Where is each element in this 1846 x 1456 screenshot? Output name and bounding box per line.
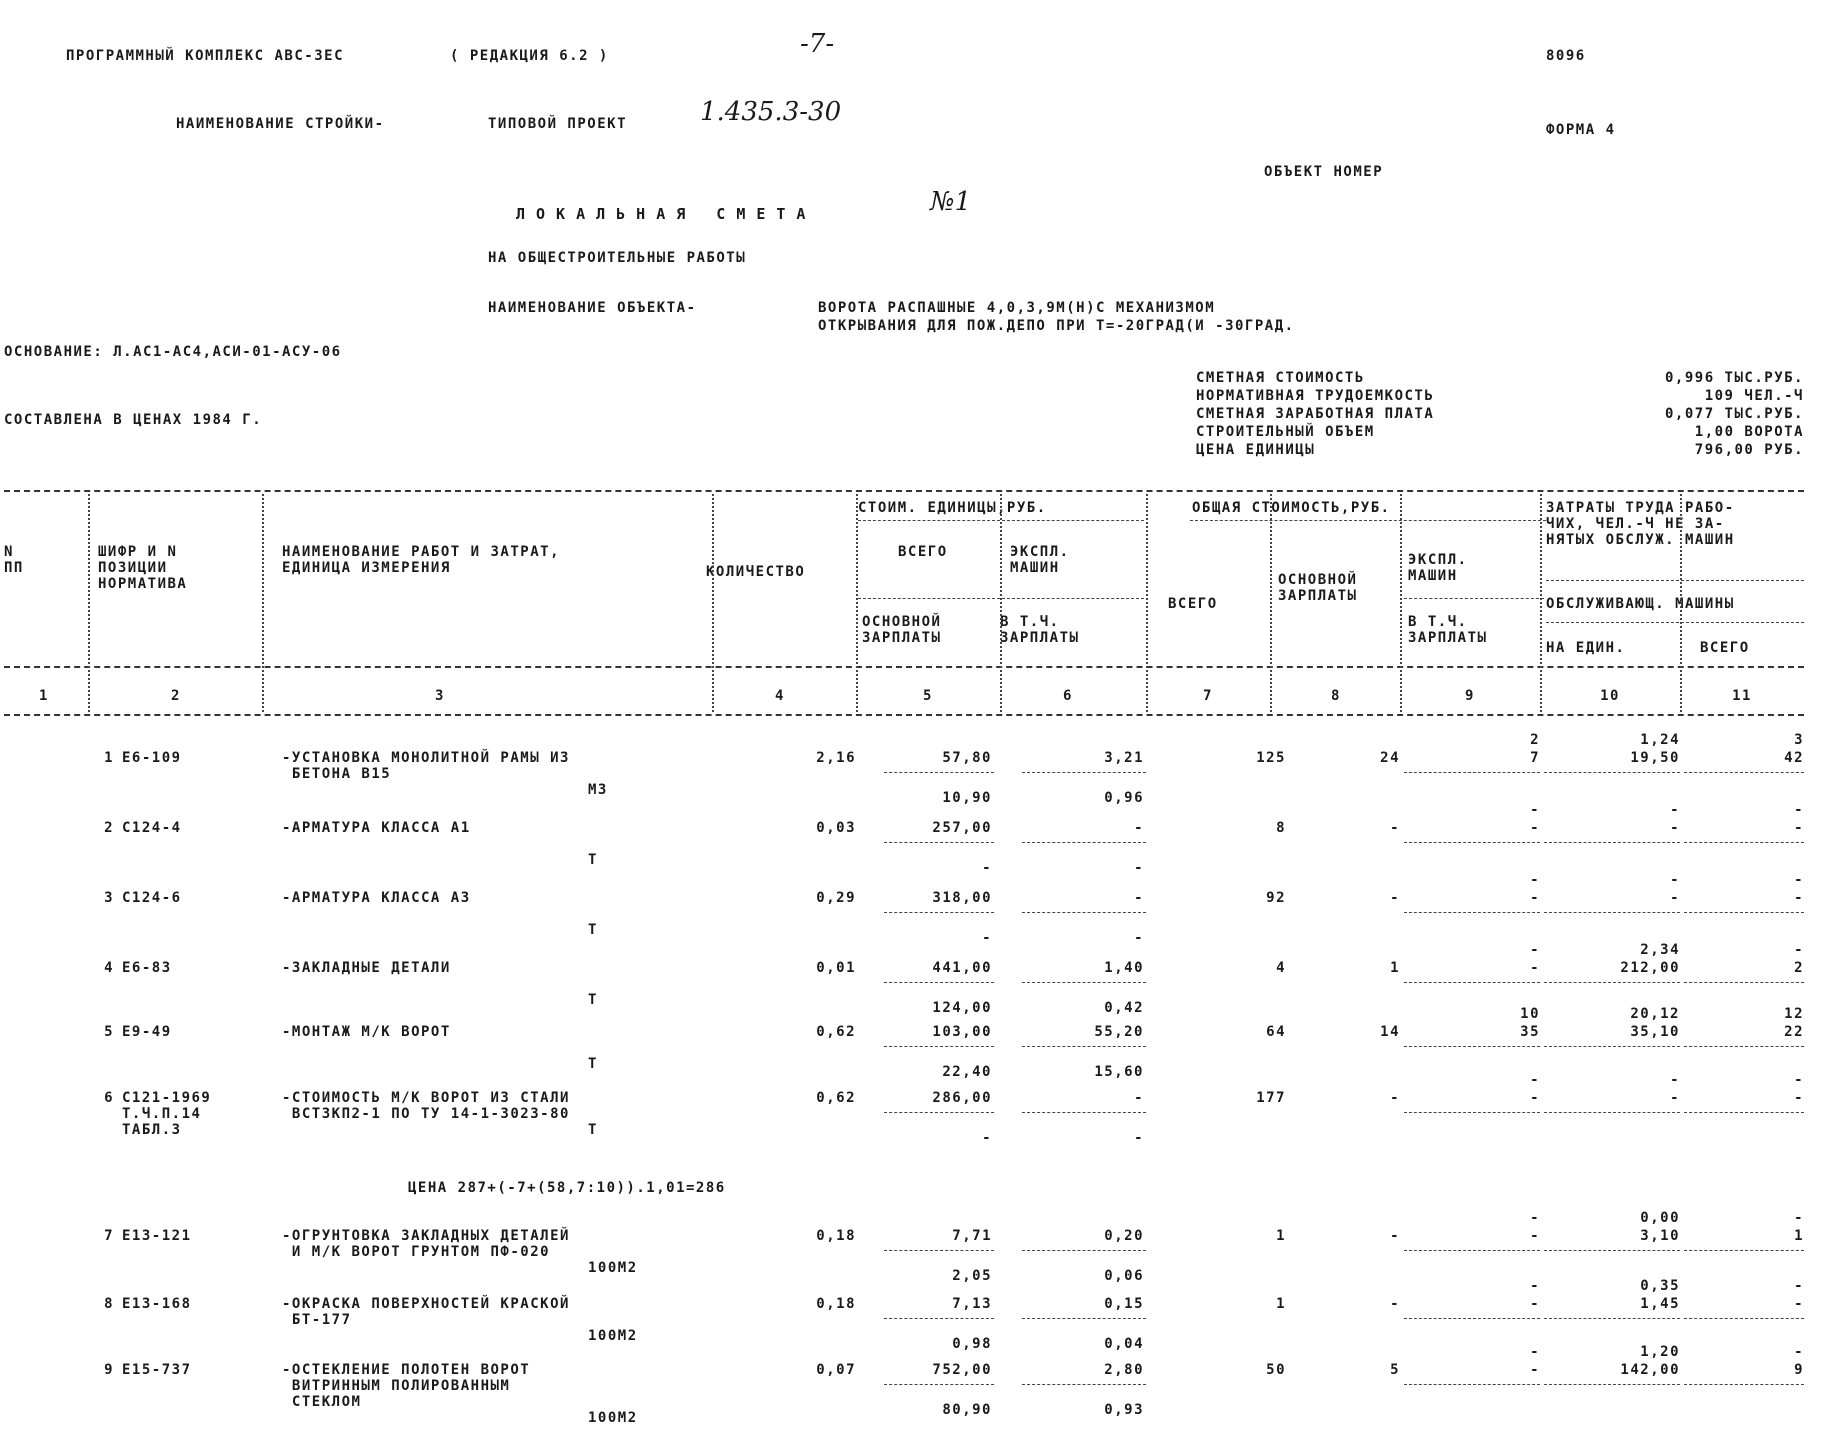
column-separator bbox=[1146, 494, 1148, 712]
col-8: ОСНОВНОЙ ЗАРПЛАТЫ bbox=[1278, 572, 1358, 604]
col-9b: В Т.Ч. ЗАРПЛАТЫ bbox=[1408, 614, 1488, 646]
row-labor-machine-unit: 2,34 bbox=[1640, 942, 1680, 958]
row-total-machine: - bbox=[1530, 1296, 1540, 1312]
cell-rule bbox=[1684, 772, 1804, 773]
doc-title-hand: №1 bbox=[930, 187, 972, 217]
column-number: 9 bbox=[1465, 688, 1475, 704]
column-number: 11 bbox=[1732, 688, 1752, 704]
cell-rule bbox=[1684, 842, 1804, 843]
col-6b: В Т.Ч. ЗАРПЛАТЫ bbox=[1000, 614, 1080, 646]
row-unit-machine-wage: 0,04 bbox=[1104, 1336, 1144, 1352]
column-separator bbox=[1000, 494, 1002, 712]
row-total-wage: 24 bbox=[1380, 750, 1400, 766]
cell-rule bbox=[1684, 1112, 1804, 1113]
row-unit-machine-wage: 0,93 bbox=[1104, 1402, 1144, 1418]
row-qty: 0,18 bbox=[816, 1228, 856, 1244]
row-labor-total: 42 bbox=[1784, 750, 1804, 766]
col-unit-cost: СТОИМ. ЕДИНИЦЫ,РУБ. bbox=[858, 500, 1047, 516]
object-label: НАИМЕНОВАНИЕ ОБЪЕКТА- bbox=[488, 300, 697, 316]
cell-rule bbox=[1022, 1318, 1146, 1319]
row-total: 64 bbox=[1266, 1024, 1286, 1040]
row-number: 6 bbox=[104, 1090, 114, 1106]
column-separator bbox=[1680, 494, 1682, 712]
row-unit-machine-wage: 0,42 bbox=[1104, 1000, 1144, 1016]
row-labor-unit: 19,50 bbox=[1630, 750, 1680, 766]
cell-rule bbox=[884, 1112, 994, 1113]
object-number: ОБЪЕКТ НОМЕР bbox=[1264, 164, 1384, 180]
row-name: -МОНТАЖ М/К ВОРОТ bbox=[282, 1024, 451, 1040]
rule-9-mid bbox=[1404, 598, 1544, 599]
row-code: Е13-121 bbox=[122, 1228, 192, 1244]
column-separator bbox=[262, 494, 264, 712]
row-unit-machine-wage: - bbox=[1134, 930, 1144, 946]
row-total-wage: - bbox=[1390, 1090, 1400, 1106]
row-unit-total: 257,00 bbox=[932, 820, 992, 836]
row-unit-machine-wage: 15,60 bbox=[1094, 1064, 1144, 1080]
row-labor-machine-total: - bbox=[1794, 942, 1804, 958]
row-code: С124-4 bbox=[122, 820, 182, 836]
summary-value: 0,077 ТЫС.РУБ. bbox=[1664, 406, 1804, 422]
row-unit-machine: - bbox=[1134, 890, 1144, 906]
row-total-wage: - bbox=[1390, 1296, 1400, 1312]
cell-rule bbox=[884, 1250, 994, 1251]
cell-rule bbox=[1022, 912, 1146, 913]
column-number: 2 bbox=[171, 688, 181, 704]
row-unit-wage: - bbox=[982, 930, 992, 946]
row-total: 92 bbox=[1266, 890, 1286, 906]
col-code: ШИФР И N ПОЗИЦИИ НОРМАТИВА bbox=[98, 544, 188, 592]
row-unit-total: 441,00 bbox=[932, 960, 992, 976]
form-number: ФОРМА 4 bbox=[1546, 122, 1616, 138]
doc-title: ЛОКАЛЬНАЯ СМЕТА bbox=[516, 205, 817, 223]
col-name: НАИМЕНОВАНИЕ РАБОТ И ЗАТРАТ, ЕДИНИЦА ИЗМЕРЕНИЯ bbox=[282, 544, 561, 576]
cell-rule bbox=[1022, 1250, 1146, 1251]
row-labor-total: - bbox=[1794, 890, 1804, 906]
summary-label: СМЕТНАЯ СТОИМОСТЬ bbox=[1196, 370, 1365, 386]
cell-rule bbox=[884, 1384, 994, 1385]
row-total-machine: 35 bbox=[1520, 1024, 1540, 1040]
col-labor: ЗАТРАТЫ ТРУДА РАБО- ЧИХ, ЧЕЛ.-Ч НЕ ЗА- НЯТЫХ ОБСЛУЖ. МАШИН bbox=[1546, 500, 1735, 548]
cell-rule bbox=[1404, 982, 1540, 983]
cell-rule bbox=[1404, 1112, 1540, 1113]
row-name: -АРМАТУРА КЛАССА А1 bbox=[282, 820, 471, 836]
row-labor-machine-total: 12 bbox=[1784, 1006, 1804, 1022]
row-unit-machine: 55,20 bbox=[1094, 1024, 1144, 1040]
row-name: -ОСТЕКЛЕНИЕ ПОЛОТЕН ВОРОТ ВИТРИННЫМ ПОЛИРОВАННЫМ СТЕКЛОМ bbox=[282, 1362, 531, 1410]
row-labor-total: 22 bbox=[1784, 1024, 1804, 1040]
row-qty: 0,01 bbox=[816, 960, 856, 976]
doc-subtitle: НА ОБЩЕСТРОИТЕЛЬНЫЕ РАБОТЫ bbox=[488, 250, 747, 266]
row-unit-wage: 80,90 bbox=[942, 1402, 992, 1418]
row-labor-total: 1 bbox=[1794, 1228, 1804, 1244]
row-unit: Т bbox=[588, 922, 598, 938]
row-total-wage: 1 bbox=[1390, 960, 1400, 976]
column-number: 8 bbox=[1331, 688, 1341, 704]
cell-rule bbox=[884, 1046, 994, 1047]
row-labor-unit: 212,00 bbox=[1620, 960, 1680, 976]
row-machine-wage: - bbox=[1530, 802, 1540, 818]
summary-label: СТРОИТЕЛЬНЫЙ ОБЪЕМ bbox=[1196, 424, 1375, 440]
rule-total bbox=[1190, 520, 1546, 521]
cell-rule bbox=[1684, 912, 1804, 913]
row-unit-total: 103,00 bbox=[932, 1024, 992, 1040]
row-name: -ЗАКЛАДНЫЕ ДЕТАЛИ bbox=[282, 960, 451, 976]
row-total: 4 bbox=[1276, 960, 1286, 976]
row-unit-total: 318,00 bbox=[932, 890, 992, 906]
row-unit-machine-wage: 0,96 bbox=[1104, 790, 1144, 806]
program-name: ПРОГРАММНЫЙ КОМПЛЕКС АВС-3ЕС bbox=[66, 48, 345, 64]
row-machine-wage: - bbox=[1530, 872, 1540, 888]
row-unit: 100М2 bbox=[588, 1328, 638, 1344]
object-line2: ОТКРЫВАНИЯ ДЛЯ ПОЖ.ДЕПО ПРИ Т=-20ГРАД(И -30ГРАД. bbox=[818, 318, 1295, 334]
summary-value: 0,996 ТЫС.РУБ. bbox=[1664, 370, 1804, 386]
row-unit-wage: 22,40 bbox=[942, 1064, 992, 1080]
row-unit-machine: 0,20 bbox=[1104, 1228, 1144, 1244]
column-number: 1 bbox=[39, 688, 49, 704]
cell-rule bbox=[1022, 842, 1146, 843]
row-unit-wage: - bbox=[982, 1130, 992, 1146]
row-unit: Т bbox=[588, 1122, 598, 1138]
cell-rule bbox=[1684, 1046, 1804, 1047]
cell-rule bbox=[884, 842, 994, 843]
row-qty: 2,16 bbox=[816, 750, 856, 766]
row-unit-wage: 124,00 bbox=[932, 1000, 992, 1016]
row-unit-machine: 1,40 bbox=[1104, 960, 1144, 976]
col-5b: ОСНОВНОЙ ЗАРПЛАТЫ bbox=[862, 614, 942, 646]
row-unit-total: 7,13 bbox=[952, 1296, 992, 1312]
summary-value: 1,00 ВОРОТА bbox=[1694, 424, 1804, 440]
col-qty: КОЛИЧЕСТВО bbox=[706, 564, 806, 580]
row-unit: Т bbox=[588, 1056, 598, 1072]
row-total: 50 bbox=[1266, 1362, 1286, 1378]
edition: ( РЕДАКЦИЯ 6.2 ) bbox=[450, 48, 609, 64]
cell-rule bbox=[1022, 772, 1146, 773]
row-number: 8 bbox=[104, 1296, 114, 1312]
column-separator bbox=[1400, 494, 1402, 712]
column-number: 6 bbox=[1063, 688, 1073, 704]
column-number: 7 bbox=[1203, 688, 1213, 704]
page-mark: -7- bbox=[800, 29, 835, 59]
row-machine-wage: 10 bbox=[1520, 1006, 1540, 1022]
summary-value: 109 ЧЕЛ.-Ч bbox=[1704, 388, 1804, 404]
row-number: 4 bbox=[104, 960, 114, 976]
row-number: 7 bbox=[104, 1228, 114, 1244]
table-top-rule bbox=[4, 490, 1804, 492]
row-unit-machine-wage: - bbox=[1134, 860, 1144, 876]
table-header-rule bbox=[4, 666, 1804, 668]
row-labor-machine-total: - bbox=[1794, 1278, 1804, 1294]
row-unit-total: 57,80 bbox=[942, 750, 992, 766]
cell-rule bbox=[1404, 1250, 1540, 1251]
row-unit-machine: - bbox=[1134, 820, 1144, 836]
row-total-wage: 14 bbox=[1380, 1024, 1400, 1040]
row-qty: 0,62 bbox=[816, 1090, 856, 1106]
doc-code: 8096 bbox=[1546, 48, 1586, 64]
row-labor-unit: - bbox=[1670, 820, 1680, 836]
row-name: -СТОИМОСТЬ М/К ВОРОТ ИЗ СТАЛИ ВСТ3КП2-1 ПО ТУ 14-1-3023-80 bbox=[282, 1090, 570, 1122]
row-labor-unit: - bbox=[1670, 1090, 1680, 1106]
row-labor-machine-unit: 1,24 bbox=[1640, 732, 1680, 748]
column-number: 10 bbox=[1600, 688, 1620, 704]
row-number: 5 bbox=[104, 1024, 114, 1040]
column-number: 3 bbox=[435, 688, 445, 704]
row-labor-machine-unit: 0,00 bbox=[1640, 1210, 1680, 1226]
col-5a: ВСЕГО bbox=[898, 544, 948, 560]
cell-rule bbox=[1544, 1384, 1680, 1385]
row-total-machine: - bbox=[1530, 1362, 1540, 1378]
row-labor-unit: 3,10 bbox=[1640, 1228, 1680, 1244]
col-total-cost: ОБЩАЯ СТОИМОСТЬ,РУБ. bbox=[1192, 500, 1391, 516]
row-unit: 100М2 bbox=[588, 1260, 638, 1276]
row-code: Е6-109 bbox=[122, 750, 182, 766]
construction-value: ТИПОВОЙ ПРОЕКТ bbox=[488, 116, 628, 132]
cell-rule bbox=[1544, 1046, 1680, 1047]
column-separator bbox=[712, 494, 714, 712]
row-labor-machine-unit: - bbox=[1670, 872, 1680, 888]
row-code: С121-1969 Т.Ч.П.14 ТАБЛ.3 bbox=[122, 1090, 212, 1138]
row-qty: 0,29 bbox=[816, 890, 856, 906]
row-labor-machine-total: - bbox=[1794, 1210, 1804, 1226]
cell-rule bbox=[1022, 1112, 1146, 1113]
summary-label: ЦЕНА ЕДИНИЦЫ bbox=[1196, 442, 1316, 458]
row-labor-total: 2 bbox=[1794, 960, 1804, 976]
row-unit-total: 7,71 bbox=[952, 1228, 992, 1244]
cell-rule bbox=[884, 982, 994, 983]
col-10: НА ЕДИН. bbox=[1546, 640, 1626, 656]
row-code: Е13-168 bbox=[122, 1296, 192, 1312]
column-separator bbox=[1540, 494, 1542, 712]
row-labor-machine-unit: 20,12 bbox=[1630, 1006, 1680, 1022]
cell-rule bbox=[1404, 1384, 1540, 1385]
col-labor-sub: ОБСЛУЖИВАЮЩ. МАШИНЫ bbox=[1546, 596, 1735, 612]
row-labor-machine-unit: - bbox=[1670, 1072, 1680, 1088]
row-number: 3 bbox=[104, 890, 114, 906]
row-labor-total: - bbox=[1794, 1296, 1804, 1312]
row-name: -УСТАНОВКА МОНОЛИТНОЙ РАМЫ ИЗ БЕТОНА В15 bbox=[282, 750, 570, 782]
cell-rule bbox=[1404, 842, 1540, 843]
row-unit: Т bbox=[588, 852, 598, 868]
summary-label: СМЕТНАЯ ЗАРАБОТНАЯ ПЛАТА bbox=[1196, 406, 1435, 422]
cell-rule bbox=[1544, 1318, 1680, 1319]
row-code: Е9-49 bbox=[122, 1024, 172, 1040]
row-labor-machine-unit: 1,20 bbox=[1640, 1344, 1680, 1360]
row-machine-wage: 2 bbox=[1530, 732, 1540, 748]
row-machine-wage: - bbox=[1530, 1344, 1540, 1360]
row-number: 2 bbox=[104, 820, 114, 836]
row-total-wage: 5 bbox=[1390, 1362, 1400, 1378]
cell-rule bbox=[1544, 772, 1680, 773]
row-total-machine: - bbox=[1530, 960, 1540, 976]
row-unit-total: 752,00 bbox=[932, 1362, 992, 1378]
row-number: 1 bbox=[104, 750, 114, 766]
row-total: 8 bbox=[1276, 820, 1286, 836]
row-labor-total: - bbox=[1794, 1090, 1804, 1106]
cell-rule bbox=[884, 772, 994, 773]
row-machine-wage: - bbox=[1530, 1072, 1540, 1088]
row-total: 1 bbox=[1276, 1228, 1286, 1244]
column-separator bbox=[1270, 494, 1272, 712]
cell-rule bbox=[1544, 1112, 1680, 1113]
col-7: ВСЕГО bbox=[1168, 596, 1218, 612]
price-note: ЦЕНА 287+(-7+(58,7:10)).1,01=286 bbox=[408, 1180, 726, 1196]
summary-value: 796,00 РУБ. bbox=[1694, 442, 1804, 458]
cell-rule bbox=[1684, 1318, 1804, 1319]
row-labor-unit: 1,45 bbox=[1640, 1296, 1680, 1312]
row-total-machine: - bbox=[1530, 1228, 1540, 1244]
row-labor-total: 9 bbox=[1794, 1362, 1804, 1378]
column-number: 5 bbox=[923, 688, 933, 704]
row-unit-machine: 2,80 bbox=[1104, 1362, 1144, 1378]
row-qty: 0,62 bbox=[816, 1024, 856, 1040]
object-line1: ВОРОТА РАСПАШНЫЕ 4,0,3,9М(Н)С МЕХАНИЗМОМ bbox=[818, 300, 1216, 316]
row-name: -ОКРАСКА ПОВЕРХНОСТЕЙ КРАСКОЙ БТ-177 bbox=[282, 1296, 570, 1328]
cell-rule bbox=[1022, 982, 1146, 983]
cell-rule bbox=[1404, 1046, 1540, 1047]
prices-year: СОСТАВЛЕНА В ЦЕНАХ 1984 Г. bbox=[4, 412, 263, 428]
row-total: 177 bbox=[1256, 1090, 1286, 1106]
cell-rule bbox=[1544, 842, 1680, 843]
row-unit-wage: - bbox=[982, 860, 992, 876]
row-total-wage: - bbox=[1390, 890, 1400, 906]
row-machine-wage: - bbox=[1530, 1210, 1540, 1226]
col-n: N ПП bbox=[4, 544, 24, 576]
column-separator bbox=[856, 494, 858, 712]
row-labor-machine-total: 3 bbox=[1794, 732, 1804, 748]
row-unit-wage: 0,98 bbox=[952, 1336, 992, 1352]
row-code: Е6-83 bbox=[122, 960, 172, 976]
cell-rule bbox=[884, 912, 994, 913]
row-labor-unit: 35,10 bbox=[1630, 1024, 1680, 1040]
cell-rule bbox=[1544, 1250, 1680, 1251]
row-total-machine: - bbox=[1530, 820, 1540, 836]
cell-rule bbox=[1022, 1046, 1146, 1047]
row-name: -ОГРУНТОВКА ЗАКЛАДНЫХ ДЕТАЛЕЙ И М/К ВОРОТ ГРУНТОМ ПФ-020 bbox=[282, 1228, 570, 1260]
row-unit-wage: 10,90 bbox=[942, 790, 992, 806]
table-numbers-rule bbox=[4, 714, 1804, 716]
row-total-wage: - bbox=[1390, 820, 1400, 836]
row-labor-machine-total: - bbox=[1794, 1072, 1804, 1088]
cell-rule bbox=[1684, 1250, 1804, 1251]
row-code: С124-6 bbox=[122, 890, 182, 906]
row-labor-unit: 142,00 bbox=[1620, 1362, 1680, 1378]
row-unit: Т bbox=[588, 992, 598, 1008]
col-6a: ЭКСПЛ. МАШИН bbox=[1010, 544, 1070, 576]
row-machine-wage: - bbox=[1530, 942, 1540, 958]
row-code: Е15-737 bbox=[122, 1362, 192, 1378]
cell-rule bbox=[1404, 1318, 1540, 1319]
row-number: 9 bbox=[104, 1362, 114, 1378]
rule-labor-1 bbox=[1546, 580, 1804, 581]
row-labor-machine-total: - bbox=[1794, 802, 1804, 818]
row-labor-machine-unit: - bbox=[1670, 802, 1680, 818]
row-unit-machine-wage: 0,06 bbox=[1104, 1268, 1144, 1284]
row-unit-machine-wage: - bbox=[1134, 1130, 1144, 1146]
construction-label: НАИМЕНОВАНИЕ СТРОЙКИ- bbox=[176, 116, 385, 132]
row-total-machine: - bbox=[1530, 1090, 1540, 1106]
row-total-machine: 7 bbox=[1530, 750, 1540, 766]
row-unit: 100М2 bbox=[588, 1410, 638, 1426]
row-total: 125 bbox=[1256, 750, 1286, 766]
cell-rule bbox=[1684, 1384, 1804, 1385]
row-qty: 0,07 bbox=[816, 1362, 856, 1378]
row-machine-wage: - bbox=[1530, 1278, 1540, 1294]
row-qty: 0,03 bbox=[816, 820, 856, 836]
row-labor-machine-total: - bbox=[1794, 872, 1804, 888]
row-unit-wage: 2,05 bbox=[952, 1268, 992, 1284]
row-total-wage: - bbox=[1390, 1228, 1400, 1244]
row-unit: М3 bbox=[588, 782, 608, 798]
row-unit-machine: 3,21 bbox=[1104, 750, 1144, 766]
row-name: -АРМАТУРА КЛАССА А3 bbox=[282, 890, 471, 906]
row-total: 1 bbox=[1276, 1296, 1286, 1312]
cell-rule bbox=[1022, 1384, 1146, 1385]
row-labor-unit: - bbox=[1670, 890, 1680, 906]
row-total-machine: - bbox=[1530, 890, 1540, 906]
cell-rule bbox=[1544, 912, 1680, 913]
cell-rule bbox=[1404, 772, 1540, 773]
row-unit-machine: - bbox=[1134, 1090, 1144, 1106]
col-9a: ЭКСПЛ. МАШИН bbox=[1408, 552, 1468, 584]
rule-labor-2 bbox=[1546, 622, 1804, 623]
row-unit-total: 286,00 bbox=[932, 1090, 992, 1106]
cell-rule bbox=[1544, 982, 1680, 983]
row-unit-machine: 0,15 bbox=[1104, 1296, 1144, 1312]
basis: ОСНОВАНИЕ: Л.АС1-АС4,АСИ-01-АСУ-06 bbox=[4, 344, 342, 360]
column-separator bbox=[88, 494, 90, 712]
column-number: 4 bbox=[775, 688, 785, 704]
summary-label: НОРМАТИВНАЯ ТРУДОЕМКОСТЬ bbox=[1196, 388, 1435, 404]
cell-rule bbox=[884, 1318, 994, 1319]
row-labor-total: - bbox=[1794, 820, 1804, 836]
row-qty: 0,18 bbox=[816, 1296, 856, 1312]
row-labor-machine-unit: 0,35 bbox=[1640, 1278, 1680, 1294]
cell-rule bbox=[1684, 982, 1804, 983]
construction-hand: 1.435.3-30 bbox=[700, 97, 842, 127]
col-11: ВСЕГО bbox=[1700, 640, 1750, 656]
row-labor-machine-total: - bbox=[1794, 1344, 1804, 1360]
cell-rule bbox=[1404, 912, 1540, 913]
